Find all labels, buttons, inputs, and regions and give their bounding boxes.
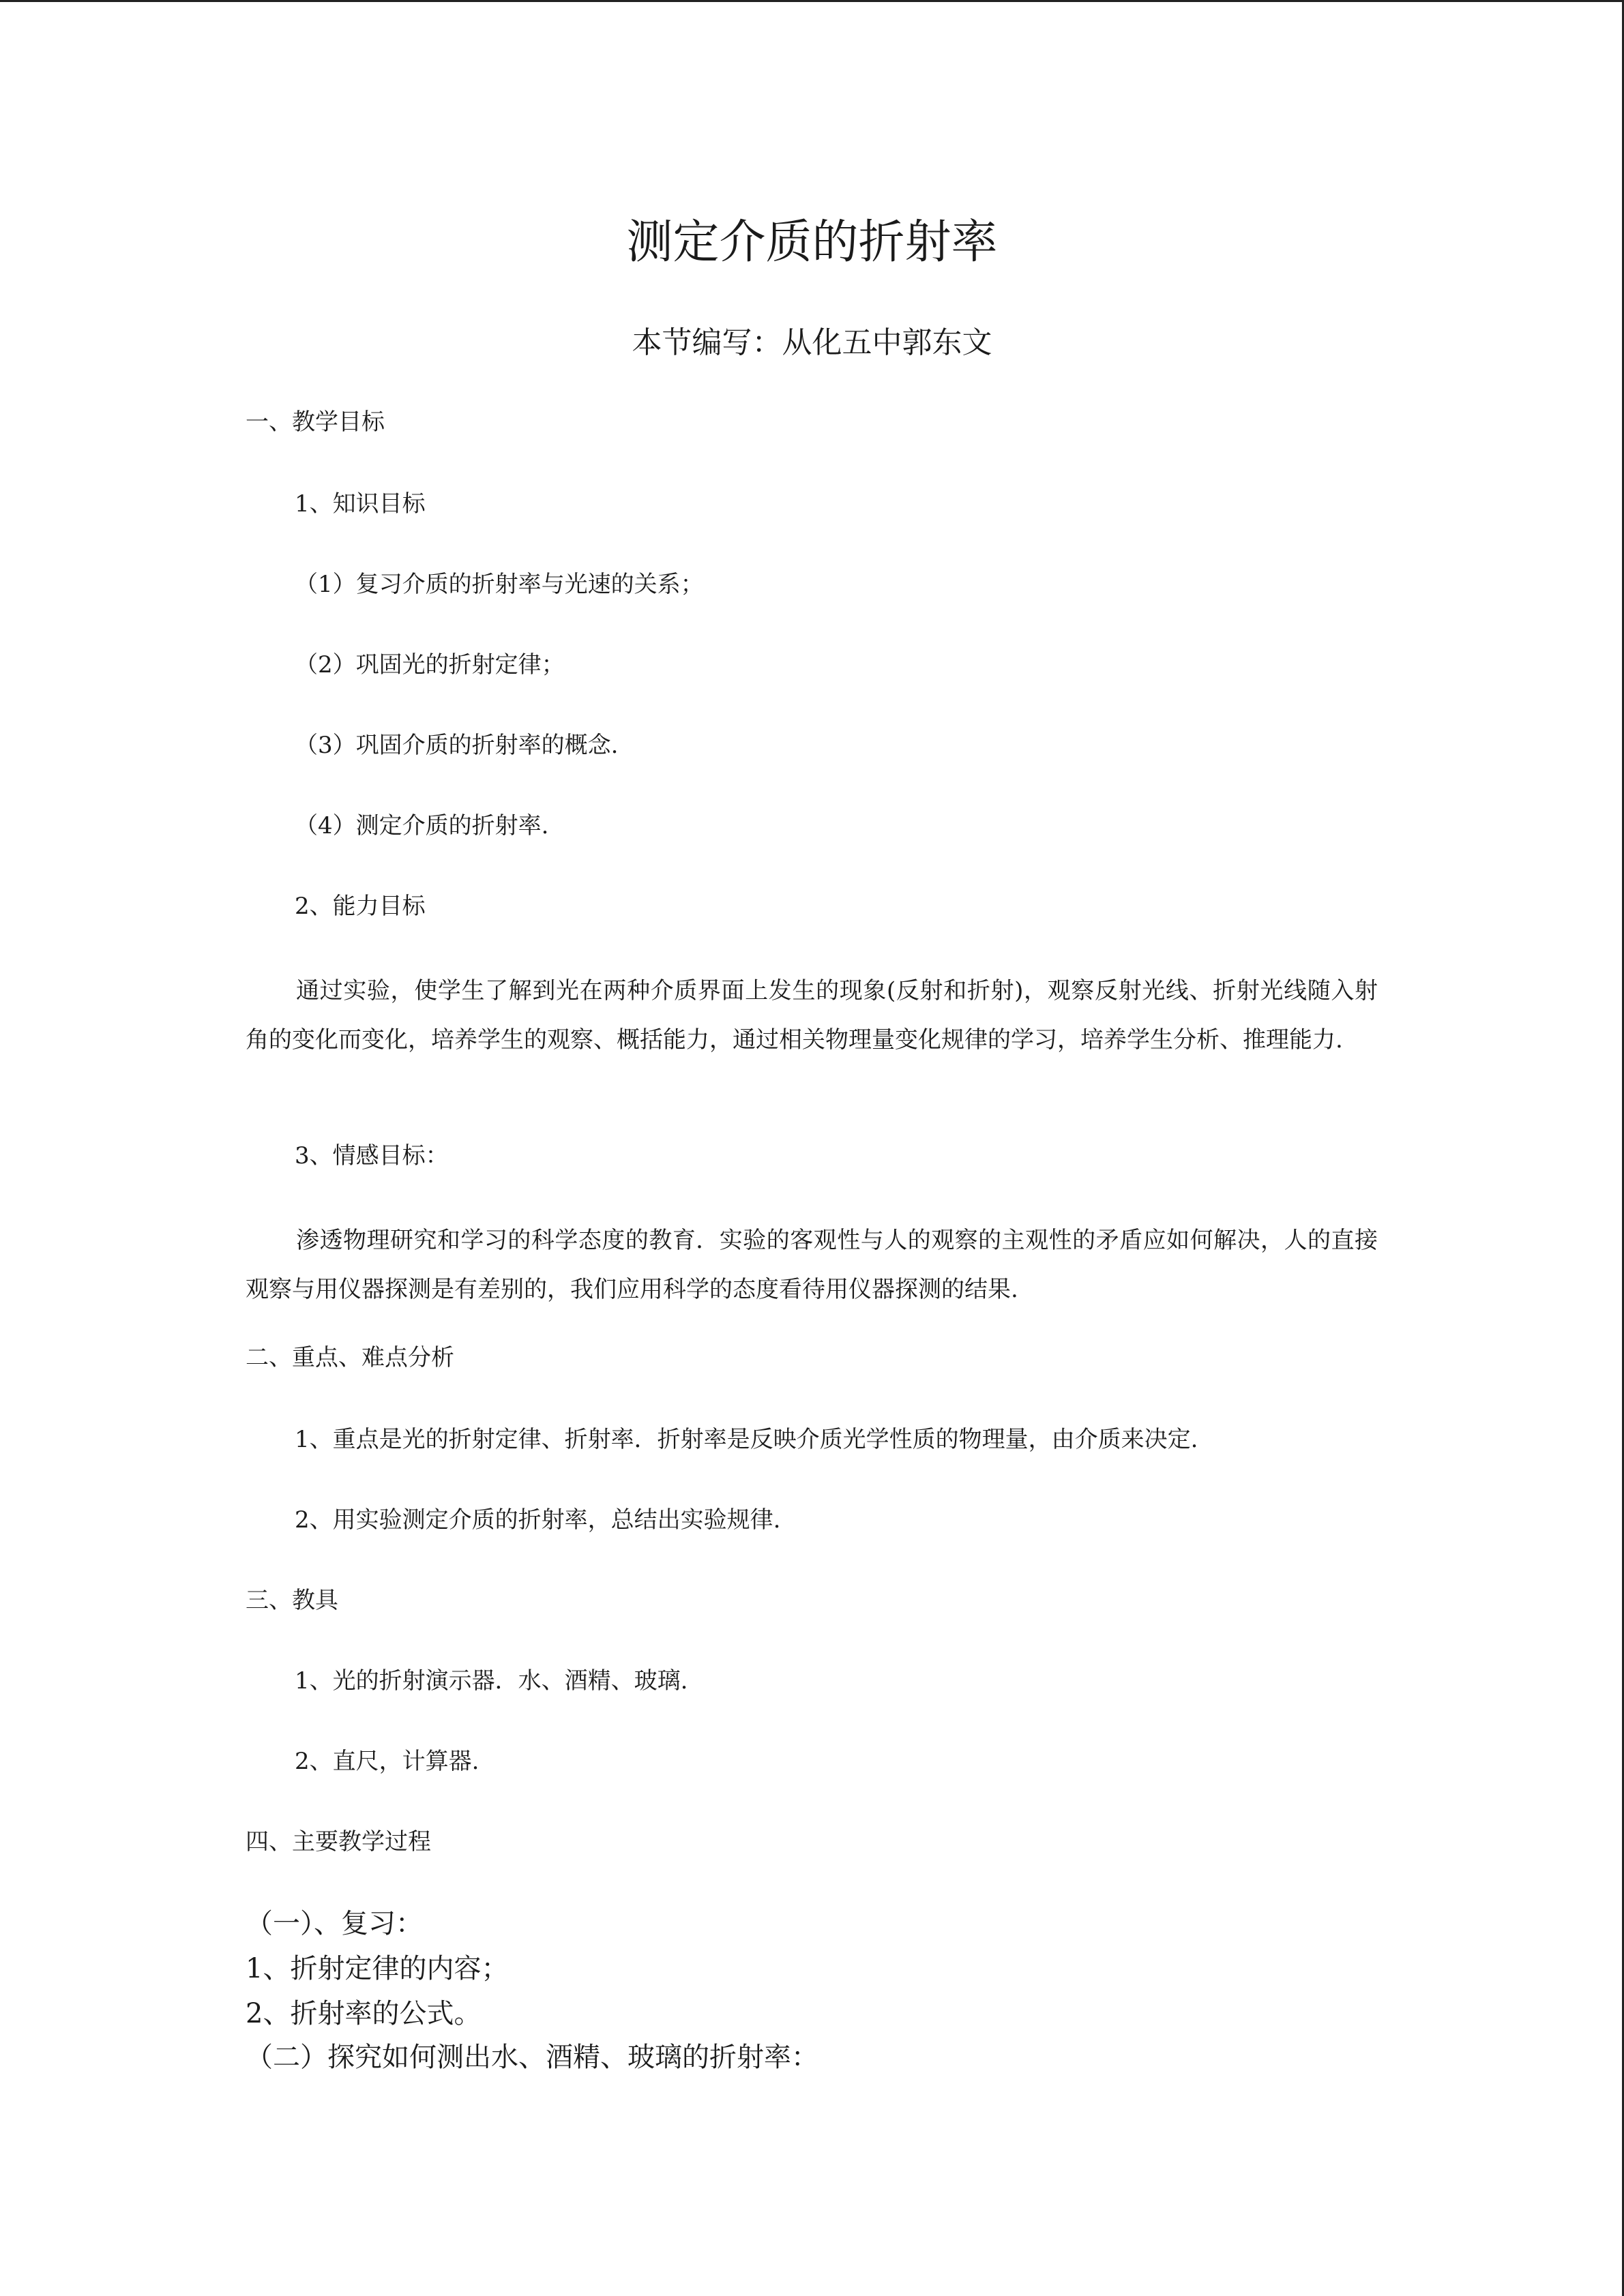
review-heading: （一）、复习： — [246, 1908, 423, 1939]
author-byline: 本节编写：从化五中郭东文 — [632, 325, 992, 360]
knowledge-item-4: （4）测定介质的折射率. — [295, 812, 549, 839]
knowledge-item-2: （2）巩固光的折射定律； — [295, 651, 565, 679]
section-heading-teaching-goals: 一、教学目标 — [246, 408, 385, 436]
knowledge-item-1: （1）复习介质的折射率与光速的关系； — [295, 571, 704, 598]
subheading-emotion-goals: 3、情感目标： — [295, 1142, 449, 1169]
knowledge-item-3: （3）巩固介质的折射率的概念. — [295, 732, 619, 759]
emotion-paragraph: 渗透物理研究和学习的科学态度的教育．实验的客观性与人的观察的主观性的矛盾应如何解决，人的直接观察与用仪器探测是有差别的，我们应用科学的态度看待用仪器探测的结果. — [246, 1227, 1378, 1303]
section-heading-teaching-process: 四、主要教学过程 — [246, 1828, 431, 1855]
section-heading-key-points: 二、重点、难点分析 — [246, 1344, 454, 1371]
explore-heading: （二）探究如何测出水、酒精、玻璃的折射率： — [246, 2042, 818, 2073]
ability-paragraph: 通过实验，使学生了解到光在两种介质界面上发生的现象(反射和折射)，观察反射光线、折射光线随入射角的变化而变化，培养学生的观察、概括能力，通过相关物理量变化规律的学习，培养学生分析、推理能力. — [246, 977, 1378, 1054]
review-item-1: 1、折射定律的内容； — [246, 1953, 509, 1984]
subheading-knowledge-goals: 1、知识目标 — [295, 490, 426, 518]
teaching-aid-item-2: 2、直尺，计算器. — [295, 1748, 479, 1775]
key-point-item-2: 2、用实验测定介质的折射率，总结出实验规律. — [295, 1506, 781, 1534]
section-heading-teaching-aids: 三、教具 — [246, 1587, 338, 1614]
teaching-aid-item-1: 1、光的折射演示器．水、酒精、玻璃. — [295, 1667, 688, 1695]
document-title: 测定介质的折射率 — [626, 215, 998, 269]
review-item-2: 2、折射率的公式。 — [246, 1998, 482, 2029]
key-point-item-1: 1、重点是光的折射定律、折射率．折射率是反映介质光学性质的物理量，由介质来决定. — [295, 1426, 1198, 1453]
subheading-ability-goals: 2、能力目标 — [295, 893, 426, 920]
